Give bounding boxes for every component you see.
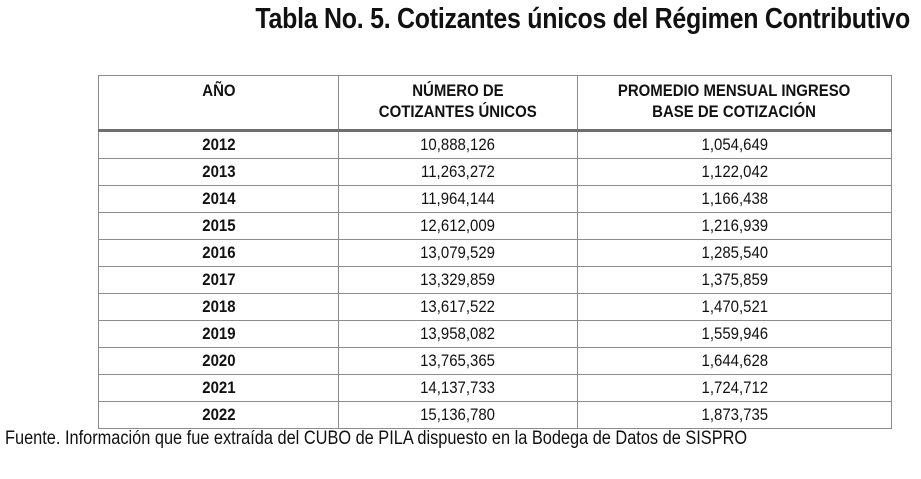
cell-average-income — [578, 131, 892, 159]
cell-unique-contributors — [339, 240, 578, 267]
cell-year-value: 2022 — [201, 405, 236, 424]
cell-average-income — [578, 186, 892, 213]
cell-unique-contributors-value: 13,079,529 — [420, 243, 496, 262]
cell-unique-contributors-value: 14,137,733 — [420, 378, 496, 397]
table-row — [99, 375, 892, 402]
table-title: Tabla No. 5. Cotizantes únicos del Régimen Contributivo — [255, 3, 911, 35]
cell-year-value: 2012 — [201, 135, 236, 154]
cell-year-value: 2019 — [201, 324, 236, 343]
cell-year-value: 2015 — [201, 216, 236, 235]
cell-year — [99, 402, 339, 429]
header-year-line-1: AÑO — [201, 81, 236, 100]
header-unique-contributors-line-1: NÚMERO DE — [412, 81, 504, 100]
cell-unique-contributors-value: 13,329,859 — [420, 270, 496, 289]
contributors-table — [98, 75, 892, 429]
cell-year — [99, 267, 339, 294]
cell-year — [99, 348, 339, 375]
cell-unique-contributors — [339, 186, 578, 213]
cell-average-income-value: 1,216,939 — [701, 216, 768, 235]
table-header-row — [99, 76, 892, 131]
cell-unique-contributors — [339, 294, 578, 321]
cell-year-value: 2018 — [201, 297, 236, 316]
cell-year-value: 2017 — [201, 270, 236, 289]
cell-unique-contributors — [339, 402, 578, 429]
cell-unique-contributors-value: 13,958,082 — [420, 324, 496, 343]
table-row — [99, 213, 892, 240]
cell-unique-contributors-value: 11,964,144 — [421, 189, 495, 208]
cell-average-income-value: 1,470,521 — [701, 297, 768, 316]
cell-average-income — [578, 213, 892, 240]
cell-average-income-value: 1,054,649 — [701, 135, 768, 154]
cell-average-income-value: 1,166,438 — [701, 189, 768, 208]
header-average-income-line-2: BASE DE COTIZACIÓN — [652, 102, 817, 121]
header-average-income-line-1: PROMEDIO MENSUAL INGRESO — [618, 81, 851, 100]
table-row — [99, 159, 892, 186]
table-row — [99, 186, 892, 213]
header-average-income — [578, 76, 892, 131]
cell-average-income — [578, 294, 892, 321]
cell-unique-contributors-value: 13,765,365 — [420, 351, 496, 370]
cell-year-value: 2013 — [201, 162, 236, 181]
cell-year — [99, 294, 339, 321]
cell-year — [99, 186, 339, 213]
header-unique-contributors — [339, 76, 578, 131]
cell-average-income-value: 1,559,946 — [701, 324, 768, 343]
header-year — [99, 76, 339, 131]
cell-unique-contributors-value: 15,136,780 — [420, 405, 496, 424]
cell-average-income-value: 1,644,628 — [701, 351, 768, 370]
cell-average-income — [578, 240, 892, 267]
cell-average-income — [578, 348, 892, 375]
cell-year — [99, 131, 339, 159]
cell-unique-contributors-value: 13,617,522 — [420, 297, 496, 316]
cell-unique-contributors — [339, 348, 578, 375]
cell-year-value: 2021 — [201, 378, 236, 397]
cell-average-income-value: 1,873,735 — [701, 405, 768, 424]
table-row — [99, 267, 892, 294]
cell-average-income-value: 1,122,042 — [701, 162, 768, 181]
cell-average-income — [578, 321, 892, 348]
cell-average-income-value: 1,375,859 — [701, 270, 768, 289]
table-row — [99, 294, 892, 321]
cell-year — [99, 213, 339, 240]
cell-unique-contributors — [339, 321, 578, 348]
cell-year-value: 2016 — [201, 243, 236, 262]
table-row — [99, 348, 892, 375]
cell-unique-contributors — [339, 267, 578, 294]
table-row — [99, 402, 892, 429]
cell-unique-contributors — [339, 213, 578, 240]
cell-average-income-value: 1,285,540 — [701, 243, 768, 262]
cell-unique-contributors — [339, 159, 578, 186]
header-unique-contributors-line-2: COTIZANTES ÚNICOS — [379, 102, 537, 121]
cell-unique-contributors — [339, 131, 578, 159]
cell-unique-contributors-value: 10,888,126 — [420, 135, 496, 154]
source-note: Fuente. Información que fue extraída del CUBO de PILA dispuesto en la Bodega de Datos de SISPRO — [5, 428, 748, 449]
cell-year-value: 2020 — [201, 351, 236, 370]
cell-year — [99, 375, 339, 402]
cell-average-income — [578, 159, 892, 186]
cell-unique-contributors — [339, 375, 578, 402]
table-row — [99, 321, 892, 348]
table-row — [99, 131, 892, 159]
cell-unique-contributors-value: 12,612,009 — [420, 216, 496, 235]
cell-average-income — [578, 375, 892, 402]
cell-year — [99, 321, 339, 348]
cell-year — [99, 159, 339, 186]
table-row — [99, 240, 892, 267]
cell-year — [99, 240, 339, 267]
cell-average-income — [578, 267, 892, 294]
cell-unique-contributors-value: 11,263,272 — [421, 162, 495, 181]
cell-average-income — [578, 402, 892, 429]
cell-average-income-value: 1,724,712 — [701, 378, 768, 397]
cell-year-value: 2014 — [201, 189, 236, 208]
